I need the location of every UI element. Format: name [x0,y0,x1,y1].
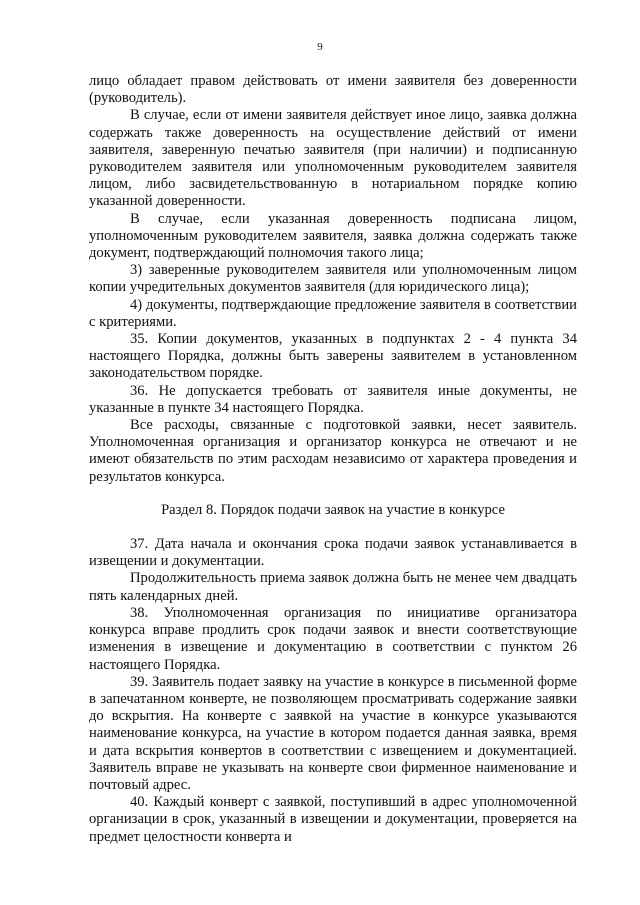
paragraph: Продолжительность приема заявок должна быть не менее чем двадцать пять календарных дней. [89,570,577,604]
paragraph: 3) заверенные руководителем заявителя или уполномоченным лицом копии учредительных документов заявителя (для юридического лица); [89,262,577,296]
paragraph: 37. Дата начала и окончания срока подачи заявок устанавливается в извещении и документации. [89,536,577,570]
paragraph: 35. Копии документов, указанных в подпунктах 2 - 4 пункта 34 настоящего Порядка, должны быть заверены заявителем в установленном законодательством порядке. [89,331,577,382]
paragraph: 38. Уполномоченная организация по инициативе организатора конкурса вправе продлить срок подачи заявок и внести соответствующие изменения в извещение и документацию в соответствии с пунктом 26 настоящего Порядка. [89,604,577,673]
paragraph: В случае, если от имени заявителя действует иное лицо, заявка должна содержать также доверенность на осуществление действий от имени заявителя, заверенную печатью заявителя (при наличии) и подписанную руководителем заявителя или уполномоченным руководителем заявителя лицом, либо засвидетельствованную в нотариальном порядке копию указанной доверенности. [89,107,577,210]
section-heading: Раздел 8. Порядок подачи заявок на участие в конкурсе [161,501,505,518]
paragraph-continuation: лицо обладает правом действовать от имени заявителя без доверенности (руководитель). [89,73,577,107]
paragraph: В случае, если указанная доверенность подписана лицом, уполномоченным руководителем заявителя, заявка должна содержать также документ, подтверждающий полномочия такого лица; [89,210,577,262]
paragraph: Все расходы, связанные с подготовкой заявки, несет заявитель. Уполномоченная организация и организатор конкурса не отвечают и не имеют обязательств по этим расходам независимо от характера проведения и результатов конкурса. [89,417,577,485]
paragraph: 36. Не допускается требовать от заявителя иные документы, не указанные в пункте 34 настоящего Порядка. [89,382,577,416]
paragraph: 39. Заявитель подает заявку на участие в конкурсе в письменной форме в запечатанном конверте, не позволяющем просматривать содержание заявки до вскрытия. На конверте с заявкой на участие в конкурсе указываются наименование конкурса, на участие в котором подается данная заявка, время и дата вскрытия конвертов в соответствии с извещением и документацией. Заявитель вправе не указывать на конверте свои фирменное наименование и почтовый адрес. [89,673,577,793]
document-body [89,73,577,846]
page-number: 9 [317,41,323,53]
paragraph: 4) документы, подтверждающие предложение заявителя в соответствии с критериями. [89,296,577,330]
paragraph: 40. Каждый конверт с заявкой, поступивший в адрес уполномоченной организации в срок, указанный в извещении и документации, проверяется на предмет целостности конверта и [89,794,577,845]
